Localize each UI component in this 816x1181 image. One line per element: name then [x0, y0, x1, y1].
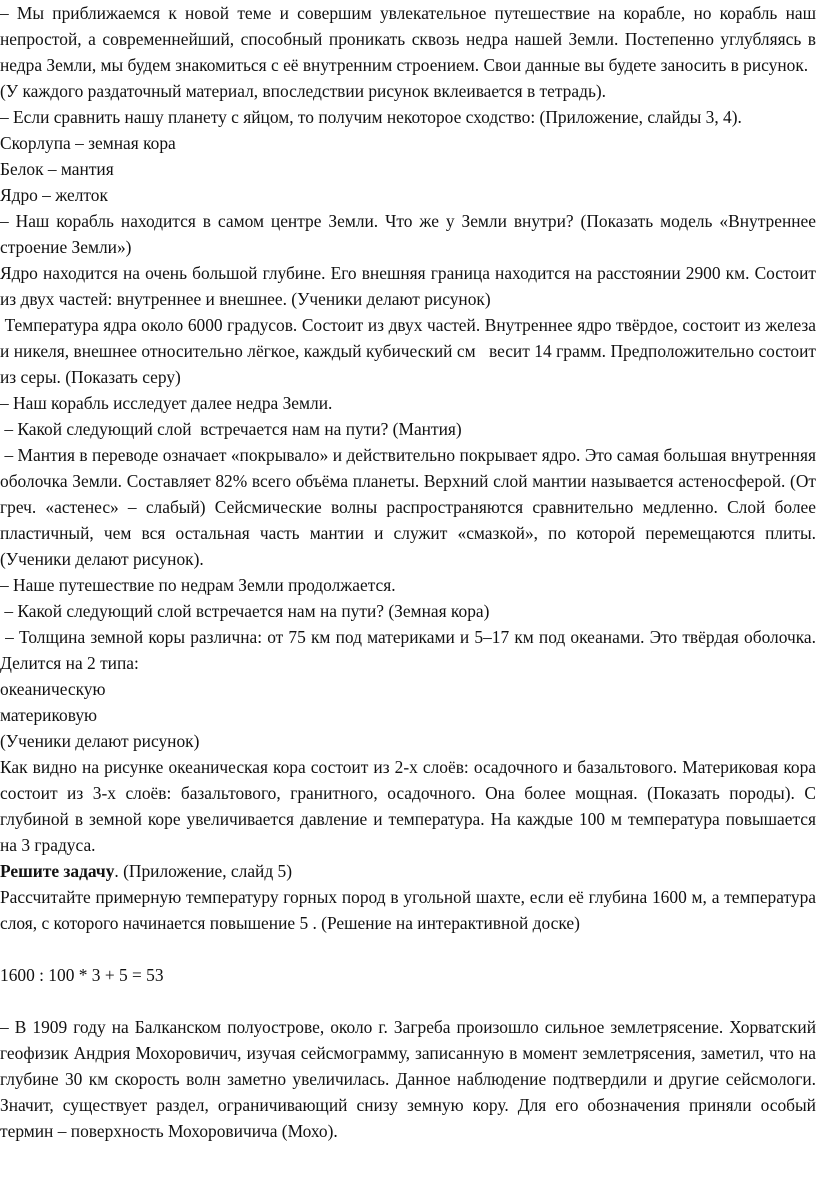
list-item-yolk: Ядро – желток — [0, 185, 108, 205]
list-item-shell: Скорлупа – земная кора — [0, 133, 176, 153]
paragraph-crust-thickness: – Толщина земной коры различна: от 75 км под материками и 5–17 км под океанами. Это твёрдая оболочка. Делится на 2 типа: — [0, 627, 816, 673]
paragraph-task-text: Рассчитайте примерную температуру горных пород в угольной шахте, если её глубина 1600 м, а температура слоя, с которого начинается повышение 5 . (Решение на интерактивной доске) — [0, 887, 816, 933]
list-item-continental: материковую — [0, 705, 98, 725]
task-label: Решите задачу — [0, 861, 115, 881]
list-item-white: Белок – мантия — [0, 159, 114, 179]
blank-line — [0, 988, 816, 1014]
paragraph-handout-note: (У каждого раздаточный материал, впоследствии рисунок вклеивается в тетрадь). — [0, 81, 607, 101]
paragraph-task-heading — [0, 858, 816, 884]
list-item-oceanic: океаническую — [0, 679, 106, 699]
paragraph-students-draw: (Ученики делают рисунок) — [0, 731, 200, 751]
paragraph-mohorovicic: – В 1909 году на Балканском полуострове, около г. Загреба произошло сильное землетрясение. Хорватский геофизик Андрия Мохоровичич, изучая сейсмограмму, записанную в момент землетрясения, заметил, что на глубине 30 км скорость волн заметно увеличилась. Данное наблюдение подтвердили и другие сейсмологи. Значит, существует раздел, ограничивающий снизу земную кору. Для его обозначения приняли особый термин – поверхность Мохоровичича (Мохо). — [0, 1017, 816, 1141]
paragraph-core-temperature: Температура ядра около 6000 градусов. Состоит из двух частей. Внутреннее ядро твёрдое, состоит из железа и никеля, внешнее относительно лёгкое, каждый кубический см весит 14 грамм. Предположительно состоит из серы. (Показать серу) — [0, 315, 816, 387]
paragraph-crust-layers: Как видно на рисунке океаническая кора состоит из 2-х слоёв: осадочного и базальтового. Материковая кора состоит из 3-х слоёв: базальтового, гранитного, осадочного. Она более мощная. (Показать породы). С глубиной в земной коре увеличивается давление и температура. На каждые 100 м температура повышается на 3 градуса. — [0, 757, 816, 855]
paragraph-solution: 1600 : 100 * 3 + 5 = 53 — [0, 965, 164, 985]
paragraph-core-depth: Ядро находится на очень большой глубине. Его внешняя граница находится на расстоянии 2900 км. Состоит из двух частей: внутреннее и внешнее. (Ученики делают рисунок) — [0, 263, 816, 309]
paragraph-journey-continues: – Наше путешествие по недрам Земли продолжается. — [0, 575, 396, 595]
paragraph-egg-comparison: – Если сравнить нашу планету с яйцом, то получим некоторое сходство: (Приложение, слайды 3, 4). — [0, 107, 742, 127]
paragraph-ship-center: – Наш корабль находится в самом центре Земли. Что же у Земли внутри? (Показать модель «Внутреннее строение Земли») — [0, 211, 816, 257]
task-reference: . (Приложение, слайд 5) — [114, 861, 293, 881]
paragraph-question-crust: – Какой следующий слой встречается нам на пути? (Земная кора) — [0, 601, 490, 621]
blank-line — [0, 936, 816, 962]
paragraph-intro: – Мы приближаемся к новой теме и совершим увлекательное путешествие на корабле, но корабль наш непростой, а современнейший, способный проникать сквозь недра нашей Земли. Постепенно углубляясь в недра Земли, мы будем знакомиться с её внутренним строением. Свои данные вы будете заносить в рисунок. — [0, 3, 816, 75]
paragraph-question-mantle: – Какой следующий слой встречается нам на пути? (Мантия) — [0, 419, 462, 439]
paragraph-mantle: – Мантия в переводе означает «покрывало» и действительно покрывает ядро. Это самая большая внутренняя оболочка Земли. Составляет 82% всего объёма планеты. Верхний слой мантии называется астеносферой. (От греч. «астенес» – слабый) Сейсмические волны распространяются сравнительно медленно. Слой более пластичный, чем вся остальная часть мантии и служит «смазкой», по которой перемещаются плиты.(Ученики делают рисунок). — [0, 445, 816, 569]
paragraph-ship-explores: – Наш корабль исследует далее недра Земли. — [0, 393, 333, 413]
